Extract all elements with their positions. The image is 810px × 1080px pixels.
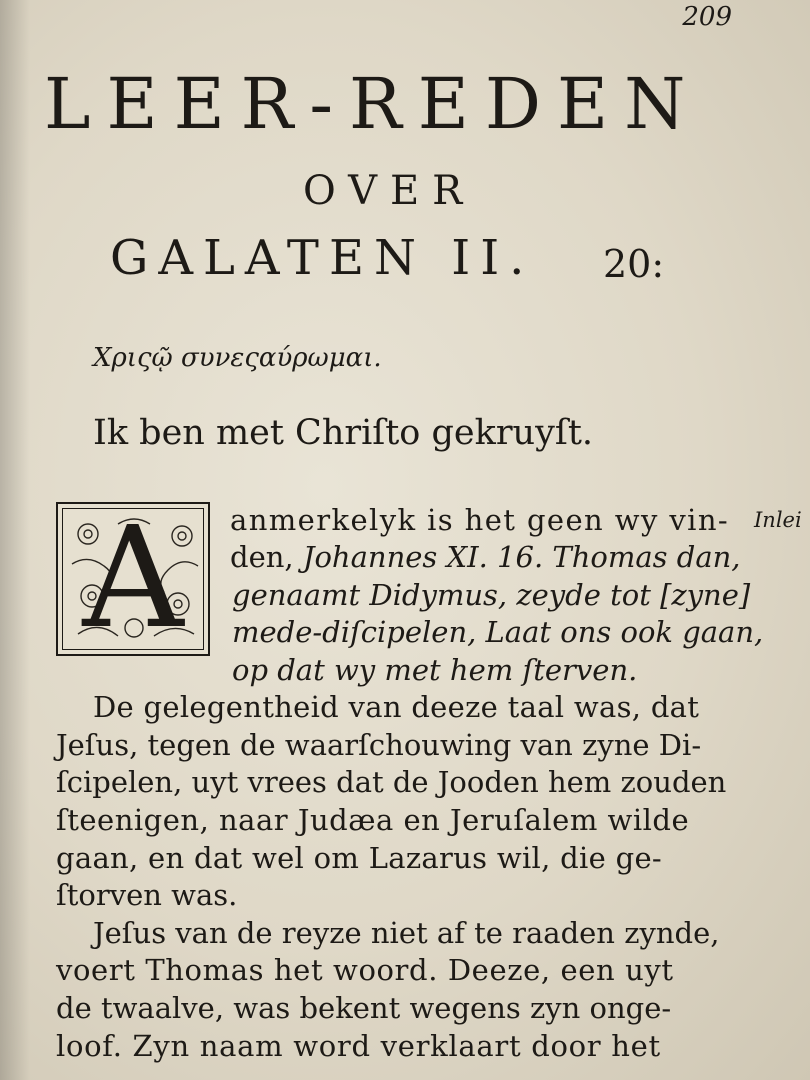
text-line-12: Jeſus van de reyze niet af te raaden zynde,	[93, 916, 720, 950]
page-number: 209	[682, 2, 732, 32]
text-line-3: genaamt Didymus, zeyde tot [zyne]	[232, 578, 751, 612]
text-line-1: anmerkelyk is het geen wy vin-	[230, 503, 730, 537]
text-line-11: ſtorven was.	[56, 878, 238, 912]
text-line-2	[230, 537, 741, 577]
drop-cap-letter: A	[82, 497, 184, 660]
margin-note: Inlei	[754, 508, 802, 532]
title-over: OVER	[303, 168, 476, 214]
text-line-8: ſcipelen, uyt vrees dat de Jooden hem zouden	[56, 765, 727, 799]
text-line-2-italic: Johannes XI. 16. Thomas dan,	[302, 540, 741, 574]
text-line-5: op dat wy met hem ſterven.	[232, 653, 638, 687]
text-line-15: loof. Zyn naam word verklaart door het	[56, 1029, 661, 1063]
text-line-14: de twaalve, was bekent wegens zyn onge-	[56, 991, 672, 1025]
text-line-6: De gelegentheid van deeze taal was, dat	[93, 690, 700, 724]
text-line-4: mede-diſcipelen, Laat ons ook gaan,	[232, 615, 764, 649]
motto-text: Ik ben met Chriſto gekruyſt.	[93, 413, 594, 453]
title-galaten: GALATEN II.	[110, 230, 535, 286]
text-line-9: ſteenigen, naar Judæa en Jeruſalem wilde	[56, 803, 690, 837]
drop-cap-initial	[56, 497, 210, 660]
text-line-2-lead: den,	[230, 540, 303, 574]
greek-epigraph: Χριςῷ συνεςαύρωμαι.	[93, 343, 382, 373]
title-leer-reden: LEER-REDEN	[44, 63, 702, 145]
title-verse-number: 20:	[603, 242, 665, 286]
text-line-10: gaan, en dat wel om Lazarus wil, die ge-	[56, 841, 663, 875]
text-line-13: voert Thomas het woord. Deeze, een uyt	[56, 953, 674, 987]
text-line-7: Jeſus, tegen de waarſchouwing van zyne Di-	[56, 728, 702, 762]
page-gutter-shadow	[0, 0, 30, 1080]
